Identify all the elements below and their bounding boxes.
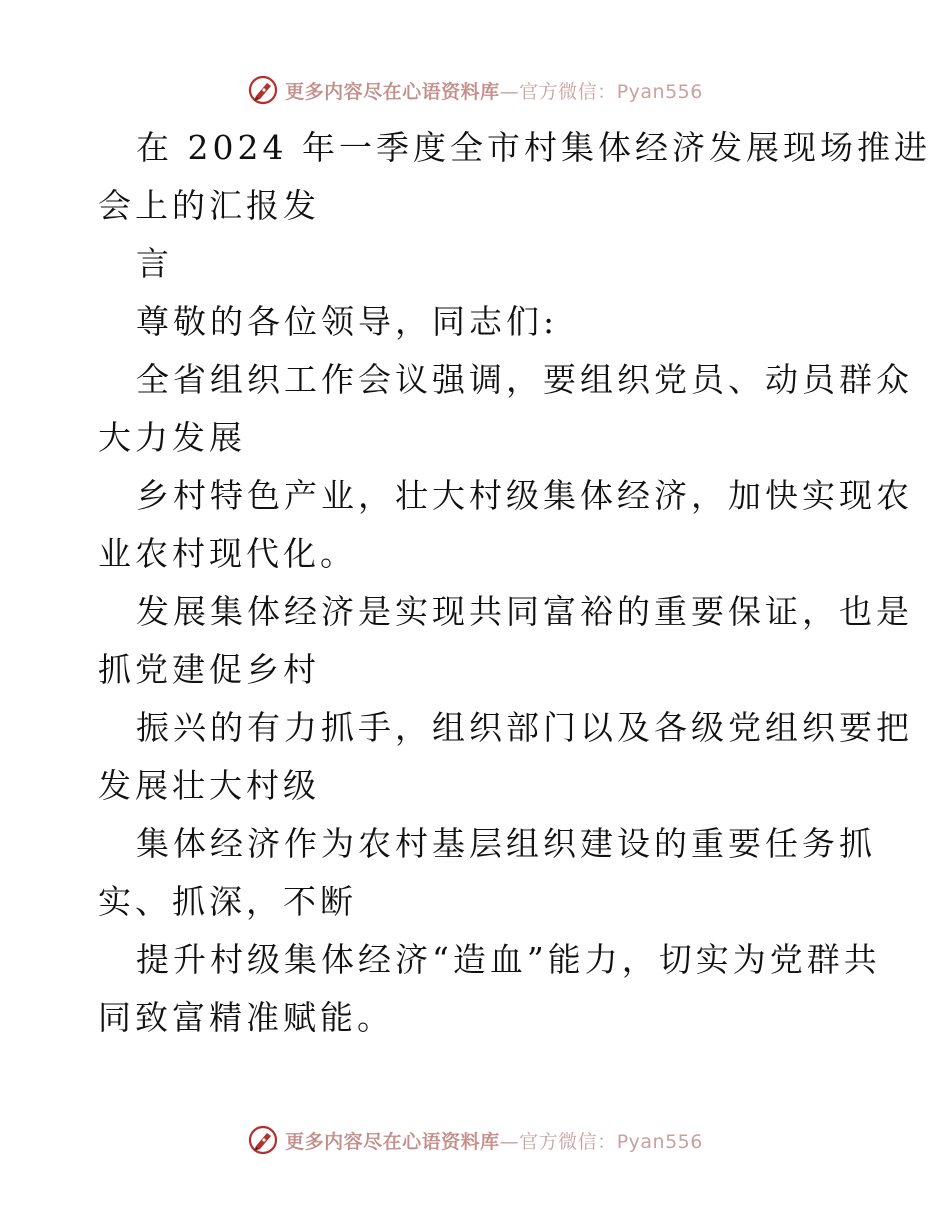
paragraph-line: 尊敬的各位领导，同志们: bbox=[136, 302, 559, 341]
paragraph-line: 业农村现代化。 bbox=[98, 534, 357, 573]
paragraph-line: 全省组织工作会议强调，要组织党员、动员群众 bbox=[136, 360, 913, 399]
paragraph-line: 抓党建促乡村 bbox=[98, 650, 320, 689]
paragraph-line: 在 2024 年一季度全市村集体经济发展现场推进 bbox=[136, 128, 931, 167]
watermark-text: 更多内容尽在心语资料库—官方微信：Pyan556 bbox=[285, 1130, 703, 1153]
paragraph-line: 大力发展 bbox=[98, 418, 246, 457]
paragraph-line: 乡村特色产业，壮大村级集体经济，加快实现农 bbox=[136, 476, 913, 515]
paragraph-line: 振兴的有力抓手，组织部门以及各级党组织要把 bbox=[136, 708, 913, 747]
document-body bbox=[98, 119, 931, 1047]
paragraph-line: 言 bbox=[136, 244, 173, 283]
watermark-text: 更多内容尽在心语资料库—官方微信：Pyan556 bbox=[285, 80, 703, 103]
paragraph-line: 集体经济作为农村基层组织建设的重要任务抓 bbox=[136, 824, 876, 863]
pen-logo-icon bbox=[247, 74, 279, 106]
paragraph-line: 提升村级集体经济“造血”能力，切实为党群共 bbox=[136, 940, 881, 979]
paragraph-line: 实、抓深，不断 bbox=[98, 882, 357, 921]
paragraph-line: 会上的汇报发 bbox=[98, 186, 320, 225]
paragraph-line: 同致富精准赋能。 bbox=[98, 998, 394, 1037]
pen-logo-icon bbox=[247, 1124, 279, 1156]
header-watermark bbox=[0, 70, 950, 110]
paragraph-line: 发展集体经济是实现共同富裕的重要保证，也是 bbox=[136, 592, 913, 631]
footer-watermark bbox=[0, 1120, 950, 1160]
paragraph-line: 发展壮大村级 bbox=[98, 766, 320, 805]
